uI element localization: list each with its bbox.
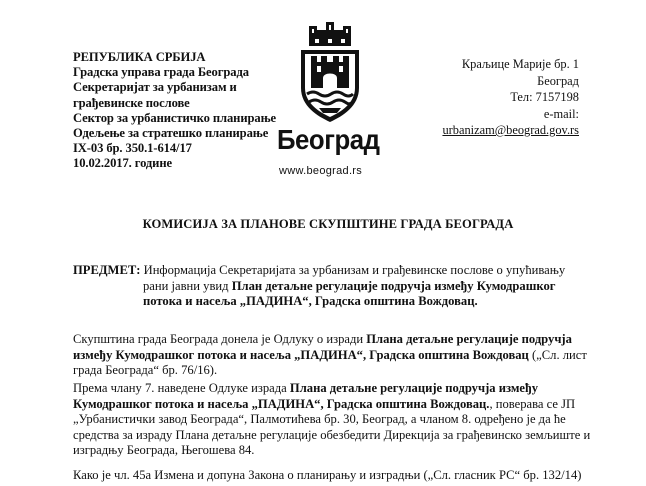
para1-line2-text: („Сл. лист xyxy=(528,347,587,362)
document-number: IX-03 бр. 350.1-614/17 xyxy=(73,141,192,156)
subject-line-2-bold: План детаљне регулације подручја између Кумодрашког xyxy=(231,278,556,293)
sender-secretariat: Секретаријат за урбанизам и xyxy=(73,80,237,95)
belgrade-coat-of-arms-icon xyxy=(295,18,365,126)
sender-department: Одељење за стратешко планирање xyxy=(73,126,269,141)
subject-block xyxy=(73,263,583,310)
paragraph-1 xyxy=(73,332,587,379)
sender-country: РЕПУБЛИКА СРБИЈА xyxy=(73,50,206,64)
para1-line3: града Београда“ бр. 76/16). xyxy=(73,363,218,377)
subject-line-2-text: рани јавни увид xyxy=(143,278,232,293)
para2-line2-bold: Кумодрашког потока и насеља „ПАДИНА“, Градска општина Вождовац. xyxy=(73,396,490,411)
paragraph-2 xyxy=(73,381,591,459)
sender-secretariat-cont: грађевинске послове xyxy=(73,95,190,110)
sender-block xyxy=(73,50,276,172)
para2-line4: средства за израду Плана детаљне регулације обезбедити Дирекција за грађевинско земљиште и xyxy=(73,427,591,442)
logo-wordmark: Београд xyxy=(277,124,380,155)
contact-block xyxy=(442,56,579,139)
para2-line1-text: Према члану 7. наведене Одлуке израда xyxy=(73,381,290,395)
subject-line-3: потока и насеља „ПАДИНА“, Градска општина Вождовац. xyxy=(143,294,478,308)
subject-line-1: Информација Секретаријата за урбанизам и грађевинске послове о упућивању xyxy=(143,263,566,277)
contact-address: Краљице Марије бр. 1 xyxy=(461,57,579,71)
para2-line2-text: , поверава се ЈП xyxy=(489,396,576,411)
subject-label: ПРЕДМЕТ: xyxy=(73,263,141,277)
para2-line1-bold: Плана детаљне регулације подручја између xyxy=(289,381,539,395)
para1-line1-text: Скупштина града Београда донела је Одлуку о изради xyxy=(73,332,367,346)
contact-email-label: e-mail: xyxy=(543,106,579,121)
para1-line1-bold: Плана детаљне регулације подручја xyxy=(366,332,572,346)
contact-email-link[interactable]: urbanizam@beograd.gov.rs xyxy=(442,123,579,137)
para1-line2-bold: између Кумодрашког потока и насеља „ПАДИНА“, Градска општина Вождовац xyxy=(73,347,529,362)
sender-administration: Градска управа града Београда xyxy=(73,65,249,80)
para2-line3: „Урбанистички завод Београда“, Палмотићева бр. 30, Београд, а чланом 8. одређено је да ће xyxy=(73,412,566,426)
para2-line5: изградњу Београда, Његошева 84. xyxy=(73,443,255,457)
recipient-heading: КОМИСИЈА ЗА ПЛАНОВЕ СКУПШТИНЕ ГРАДА БЕОГРАДА xyxy=(142,217,514,231)
contact-phone: Тел: 7157198 xyxy=(510,90,579,104)
document-date: 10.02.2017. године xyxy=(73,156,172,171)
sender-sector: Сектор за урбанистичко планирање xyxy=(73,110,277,125)
paragraph-3 xyxy=(73,468,583,484)
para3-line1: Како је чл. 45а Измена и допуна Закона о планирању и изградњи („Сл. гласник РС“ бр. 132/14) xyxy=(73,468,582,482)
logo-url: www.beograd.rs xyxy=(279,165,363,177)
contact-city: Београд xyxy=(537,73,579,88)
